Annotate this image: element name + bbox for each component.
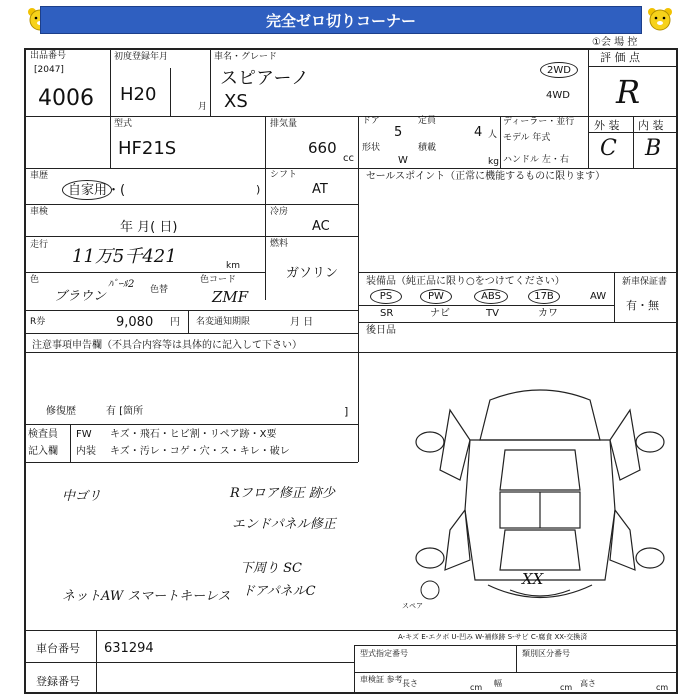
category-label: 車歴 (30, 171, 49, 181)
color-change-label: 色替 (150, 285, 169, 295)
door-label: ドア (362, 116, 380, 126)
shape-value: W (398, 155, 408, 166)
month-mark: 月 (198, 102, 208, 112)
displacement-unit: cc (343, 153, 354, 164)
class-number-label: 類別区分番号 (522, 649, 570, 658)
handle-label: ハンドル 左・右 (503, 155, 569, 165)
damage-legend: A-キズ E-エクボ U-凹み W-補修跡 S-サビ C-腐食 XX-交換済 (398, 633, 588, 641)
fuel-label: 燃料 (270, 239, 289, 249)
dealer-label: ディーラー・並行 (503, 117, 575, 127)
first-reg-label: 初度登録年月 (114, 52, 169, 62)
length-label: 長さ (402, 679, 418, 688)
type-number-label: 型式指定番号 (360, 649, 408, 658)
handwritten-right-3: 下周り SC (240, 561, 302, 576)
handwritten-left-note: 中ゴリ (62, 489, 102, 504)
color-label: 色 (30, 275, 40, 285)
chassis-number-value: 631294 (104, 641, 154, 656)
inspector-label: 検査員 (28, 429, 58, 440)
lot-number-label: 出品番号 (30, 51, 67, 61)
equip-abs-label: ABS (481, 291, 501, 302)
venue-label: ①会 場 控 (592, 37, 638, 48)
title-change-value: 月 日 (290, 317, 314, 328)
mileage-unit: km (226, 261, 240, 271)
new-warranty-label: 新車保証書 (622, 277, 668, 287)
declaration-label: 注意事項申告欄（不具合内容等は具体的に記入して下さい） (32, 340, 302, 351)
category-close: ) (256, 183, 261, 196)
exterior-value: C (600, 136, 617, 161)
equipment-label: 装備品（純正品に限り○をつけてください） (366, 276, 565, 287)
inspection-label: 車検 (30, 207, 49, 217)
drive-4wd: 4WD (546, 90, 570, 101)
fuel-value: ガソリン (286, 266, 339, 281)
equip-leather: カワ (538, 308, 558, 319)
registration-number-label: 登録番号 (36, 675, 80, 688)
equip-17b-label: 17B (534, 291, 554, 302)
recycle-value: 9,080 (116, 315, 154, 330)
handwritten-right-1: Rフロア修正 跡少 (230, 486, 335, 501)
model-label: 型式 (114, 119, 133, 129)
grade-label: 評 価 点 (600, 51, 640, 64)
repair-history-label: 修復歴 (46, 406, 76, 417)
width-unit: cm (560, 683, 573, 692)
recycle-label: R券 (30, 317, 46, 327)
color-value: ブラウン (54, 289, 107, 304)
equip-abs (474, 289, 508, 304)
fw-label: FW (76, 429, 92, 440)
recycle-unit: 円 (170, 317, 180, 328)
auction-number-small: [2047] (34, 65, 64, 75)
ac-label: 冷房 (270, 207, 289, 217)
exterior-label: 外 装 (594, 119, 620, 132)
rear-items-label: 後日品 (366, 325, 396, 336)
chassis-number-label: 車台番号 (36, 642, 80, 655)
equip-ps-label: PS (379, 291, 393, 302)
equip-pw-label: PW (428, 291, 444, 302)
handwritten-right-4: ドアパネルC (242, 584, 316, 599)
equip-17b (528, 289, 560, 304)
header-title: 完全ゼロ切りコーナー (40, 6, 642, 34)
width-label: 幅 (494, 679, 502, 688)
color-note: ﾊﾟｰﾙ2 (108, 279, 135, 290)
load-unit: kg (488, 157, 499, 167)
shift-value: AT (312, 182, 328, 197)
header-banner (20, 4, 680, 34)
lot-number: 4006 (38, 86, 94, 111)
equip-pw (420, 289, 452, 304)
interior-value: B (645, 136, 662, 161)
first-reg-value: H20 (120, 84, 157, 105)
new-warranty-value: 有・無 (626, 299, 659, 312)
drive-2wd-oval (540, 62, 578, 78)
title-change-label: 名変通知期限 (196, 317, 251, 327)
displacement-label: 排気量 (270, 119, 298, 129)
spare-label: スペア (402, 602, 423, 610)
mileage-value: 11万5千421 (72, 246, 177, 267)
height-unit: cm (656, 683, 669, 692)
capacity-value: 4 (474, 125, 483, 140)
door-value: 5 (394, 125, 403, 140)
bear-mascot-icon (646, 6, 674, 32)
equip-sr: SR (380, 308, 394, 319)
capacity-unit: 人 (488, 130, 498, 140)
entry-label: 記入欄 (28, 446, 58, 457)
inspection-value: 年 月( 日) (120, 220, 178, 235)
ac-value: AC (312, 219, 330, 234)
interior-check-items: キズ・汚レ・コゲ・穴・ス・キレ・破レ (110, 446, 290, 457)
equip-navi: ナビ (430, 308, 450, 319)
shift-label: シフト (270, 170, 298, 180)
grade-value: R (616, 73, 641, 111)
car-grade: XS (224, 91, 248, 112)
category-value: 自家用・( (68, 183, 126, 198)
equip-aw: AW (590, 291, 607, 302)
capacity-label: 定員 (418, 116, 437, 126)
handwritten-right-2: エンドパネル修正 (232, 517, 336, 532)
handwritten-left-bottom: ネットAW スマートキーレス (62, 589, 231, 604)
interior-check-label: 内装 (76, 446, 96, 457)
inspection-cert-label: 車検証 参考 (360, 675, 403, 684)
equip-ps (370, 289, 402, 304)
mileage-label: 走行 (30, 240, 49, 250)
model-year-label: モデル 年式 (503, 133, 551, 143)
color-code-label: 色コード (200, 275, 237, 285)
displacement-value: 660 (308, 139, 337, 157)
load-label: 積載 (418, 143, 437, 153)
shape-label: 形状 (362, 143, 381, 153)
drive-2wd: 2WD (547, 64, 571, 76)
repair-history-value: 有 [箇所 (106, 406, 144, 417)
interior-label: 内 装 (638, 119, 664, 132)
equip-tv: TV (486, 308, 499, 319)
sales-point-label: セールスポイント（正常に機能するものに限ります） (366, 171, 606, 182)
repair-close: ] (344, 405, 349, 418)
length-unit: cm (470, 683, 483, 692)
car-name: スピアーノ (220, 68, 310, 89)
car-name-label: 車名・グレード (214, 52, 278, 62)
diagram-xx-mark: XX (522, 570, 544, 588)
model-value: HF21S (118, 138, 177, 159)
fw-items: キズ・飛石・ヒビ割・リペア跡・X要 (110, 429, 277, 440)
color-code-value: ZMF (212, 288, 249, 306)
height-label: 高さ (580, 679, 596, 688)
